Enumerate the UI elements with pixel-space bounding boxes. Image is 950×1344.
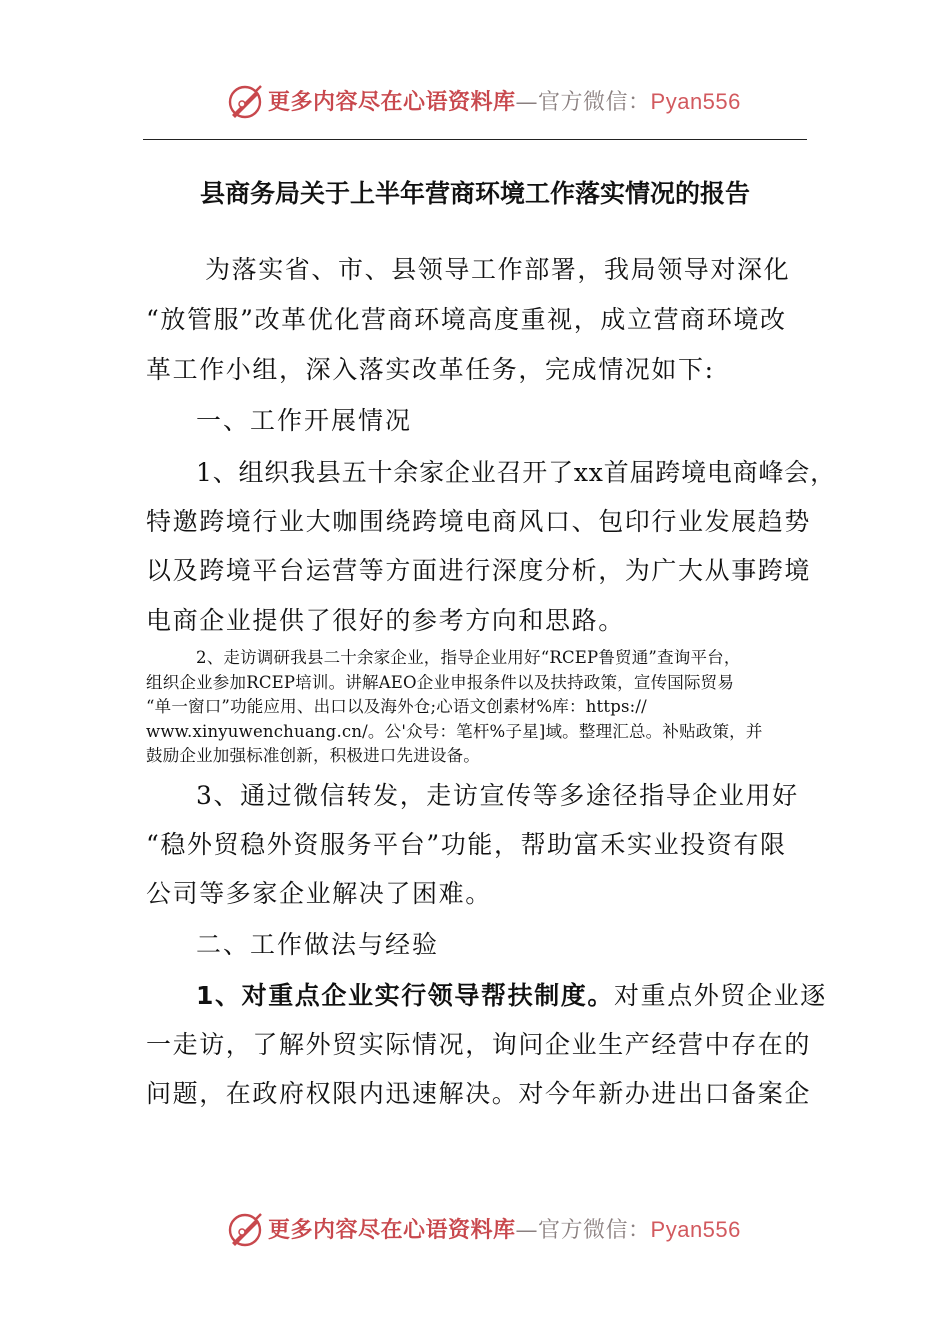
header-watermark [0,77,950,127]
footer-watermark [0,1205,950,1255]
page-title: 县商务局关于上半年营商环境工作落实情况的报告 [199,179,750,208]
watermark-prefix: 更多内容尽在心语资料库 [268,1217,516,1243]
intro-line: 革工作小组，深入落实改革任务，完成情况如下: [146,355,715,384]
paragraph-line: 一走访，了解外贸实际情况，询问企业生产经营中存在的 [146,1030,812,1059]
watermark-account: Pyan556 [650,1217,741,1242]
intro-line: “放管服”改革优化营商环境高度重视，成立营商环境改 [146,305,787,334]
paragraph-line: 问题，在政府权限内迅速解决。对今年新办进出口备案企 [146,1079,812,1108]
paragraph-line: 公司等多家企业解决了困难。 [146,879,492,908]
paragraph-line: 特邀跨境行业大咖围绕跨境电商风口、包印行业发展趋势 [146,507,812,536]
paragraph-line: 3、通过微信转发，走访宣传等多途径指导企业用好 [196,781,799,810]
watermark-separator: — [515,90,539,115]
watermark-label: 官方微信： [538,90,651,115]
pen-logo-icon [226,83,264,121]
watermark-separator: — [515,1218,539,1243]
paragraph-line-small: “单一窗口”功能应用、出口以及海外仓;心语文创素材%库：https:// [146,697,647,716]
paragraph-line-small: 2、走访调研我县二十余家企业，指导企业用好“RCEP鲁贸通”查询平台， [196,648,741,667]
paragraph-line: 以及跨境平台运营等方面进行深度分析，为广大从事跨境 [146,556,812,585]
paragraph-line: “稳外贸稳外资服务平台”功能，帮助富禾实业投资有限 [146,830,787,859]
bold-lead-text: 1、对重点企业实行领导帮扶制度。 [196,981,614,1010]
watermark-label: 官方微信： [538,1218,651,1243]
section-heading: 一、工作开展情况 [196,406,413,435]
paragraph-text: 对重点外贸企业逐 [614,981,827,1010]
paragraph-line-small: 组织企业参加RCEP培训。讲解AEO企业申报条件以及扶持政策，宣传国际贸易 [146,673,735,692]
paragraph-line [196,979,827,1013]
watermark-prefix: 更多内容尽在心语资料库 [268,89,516,115]
paragraph-line: 1、组织我县五十余家企业召开了xx首届跨境电商峰会， [196,458,836,487]
pen-logo-icon [226,1211,264,1249]
paragraph-line-small: www.xinyuwenchuang.cn/。公'众号：笔杆%子星]域。整理汇总。补贴政策，并 [146,722,763,741]
section-heading: 二、工作做法与经验 [196,930,440,959]
paragraph-line: 电商企业提供了很好的参考方向和思路。 [146,606,625,635]
watermark-account: Pyan556 [650,89,741,114]
paragraph-line-small: 鼓励企业加强标准创新，积极进口先进设备。 [146,746,480,765]
intro-line: 为落实省、市、县领导工作部署，我局领导对深化 [205,255,791,284]
header-divider [143,139,807,140]
